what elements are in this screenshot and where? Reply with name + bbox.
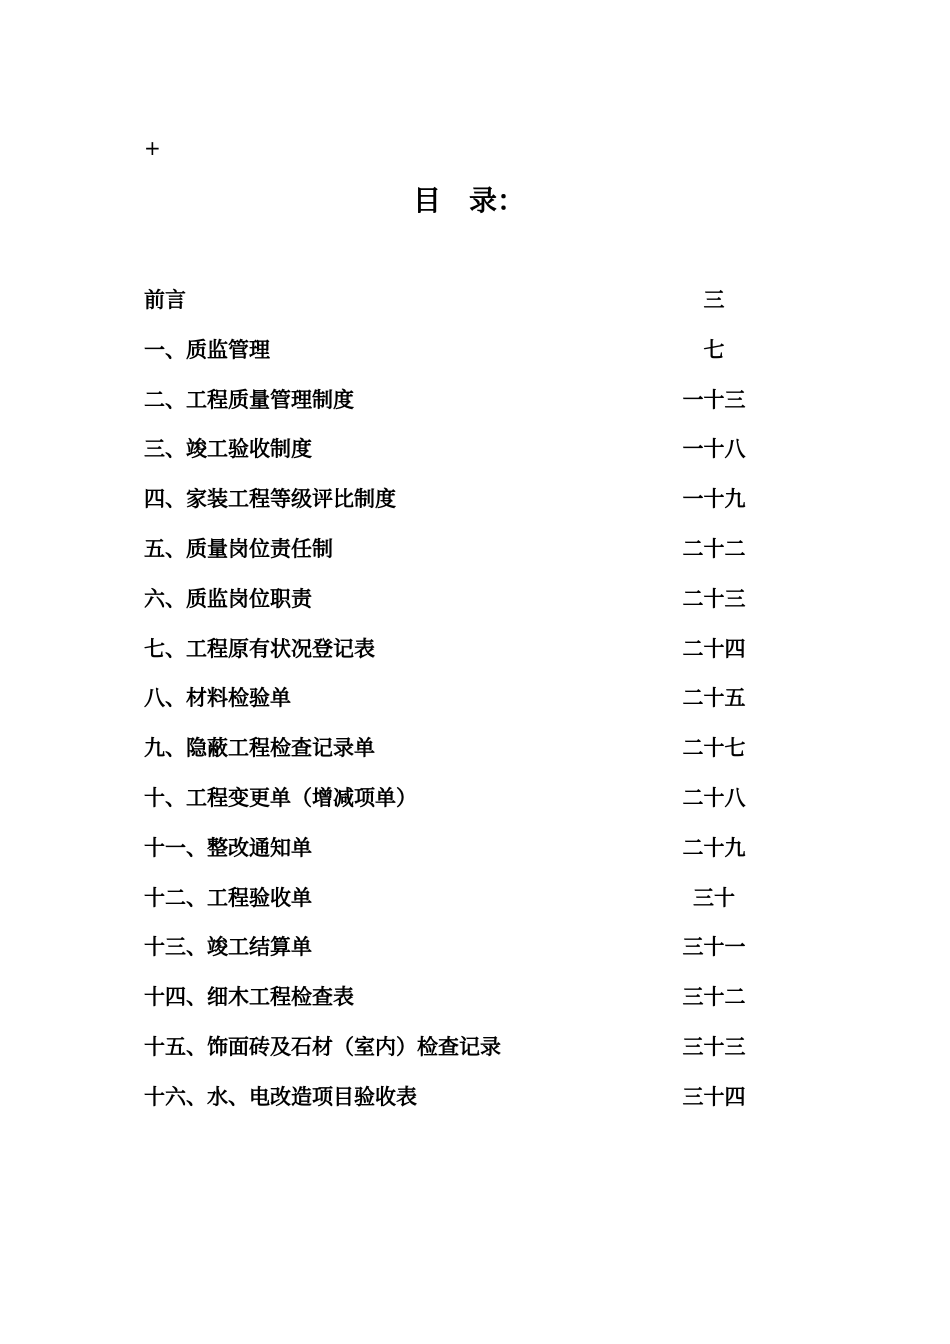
toc-entry-label: 九、隐蔽工程检查记录单 (144, 736, 375, 761)
toc-entry-page: 二十二 (682, 536, 746, 561)
toc-entry-label: 四、家装工程等级评比制度 (144, 487, 396, 512)
table-of-contents-list (144, 280, 784, 1127)
toc-entry-13 (144, 927, 784, 977)
toc-entry-7 (144, 629, 784, 679)
toc-entry-1 (144, 330, 784, 380)
toc-entry-4 (144, 479, 784, 529)
toc-entry-page: 二十四 (682, 636, 746, 661)
toc-entry-preface (144, 280, 784, 330)
toc-entry-12 (144, 878, 784, 928)
toc-entry-page: 二十五 (682, 686, 746, 711)
toc-entry-label: 十六、水、电改造项目验收表 (144, 1084, 417, 1109)
toc-entry-8 (144, 678, 784, 728)
toc-entry-3 (144, 429, 784, 479)
toc-entry-label: 五、质量岗位责任制 (144, 536, 333, 561)
corner-plus-mark: + (144, 136, 161, 160)
toc-entry-label: 十二、工程验收单 (144, 885, 312, 910)
toc-entry-page: 三十一 (682, 935, 746, 960)
toc-entry-label: 八、材料检验单 (144, 686, 291, 711)
toc-entry-page: 一十八 (682, 437, 746, 462)
toc-entry-page: 二十八 (682, 785, 746, 810)
toc-entry-label: 十四、细木工程检查表 (144, 985, 354, 1010)
toc-entry-page: 一十九 (682, 487, 746, 512)
toc-entry-16 (144, 1077, 784, 1127)
toc-entry-page: 三十三 (682, 1034, 746, 1059)
toc-entry-9 (144, 728, 784, 778)
table-of-contents-title: 目 录： (412, 184, 525, 217)
toc-entry-label: 一、质监管理 (144, 337, 270, 362)
toc-entry-page: 三十二 (682, 985, 746, 1010)
toc-entry-11 (144, 828, 784, 878)
toc-entry-label: 二、工程质量管理制度 (144, 387, 354, 412)
toc-entry-14 (144, 977, 784, 1027)
toc-entry-page: 一十三 (682, 387, 746, 412)
toc-entry-label: 前言 (144, 288, 186, 312)
toc-entry-15 (144, 1027, 784, 1077)
toc-entry-5 (144, 529, 784, 579)
toc-entry-label: 十一、整改通知单 (144, 835, 312, 860)
toc-entry-2 (144, 380, 784, 430)
toc-entry-page: 三 (703, 288, 725, 312)
toc-entry-label: 十五、饰面砖及石材（室内）检查记录 (144, 1034, 501, 1059)
toc-entry-10 (144, 778, 784, 828)
toc-entry-page: 二十七 (682, 736, 746, 761)
toc-entry-page: 二十三 (682, 586, 746, 611)
toc-entry-page: 三十四 (682, 1084, 746, 1109)
toc-entry-page: 二十九 (682, 835, 746, 860)
toc-entry-label: 十、工程变更单（增减项单） (144, 785, 417, 810)
toc-entry-label: 三、竣工验收制度 (144, 437, 312, 462)
toc-entry-page: 七 (703, 337, 725, 362)
toc-entry-page: 三十 (693, 885, 735, 910)
toc-entry-label: 七、工程原有状况登记表 (144, 636, 375, 661)
toc-entry-6 (144, 579, 784, 629)
toc-entry-label: 十三、竣工结算单 (144, 935, 312, 960)
toc-entry-label: 六、质监岗位职责 (144, 586, 312, 611)
